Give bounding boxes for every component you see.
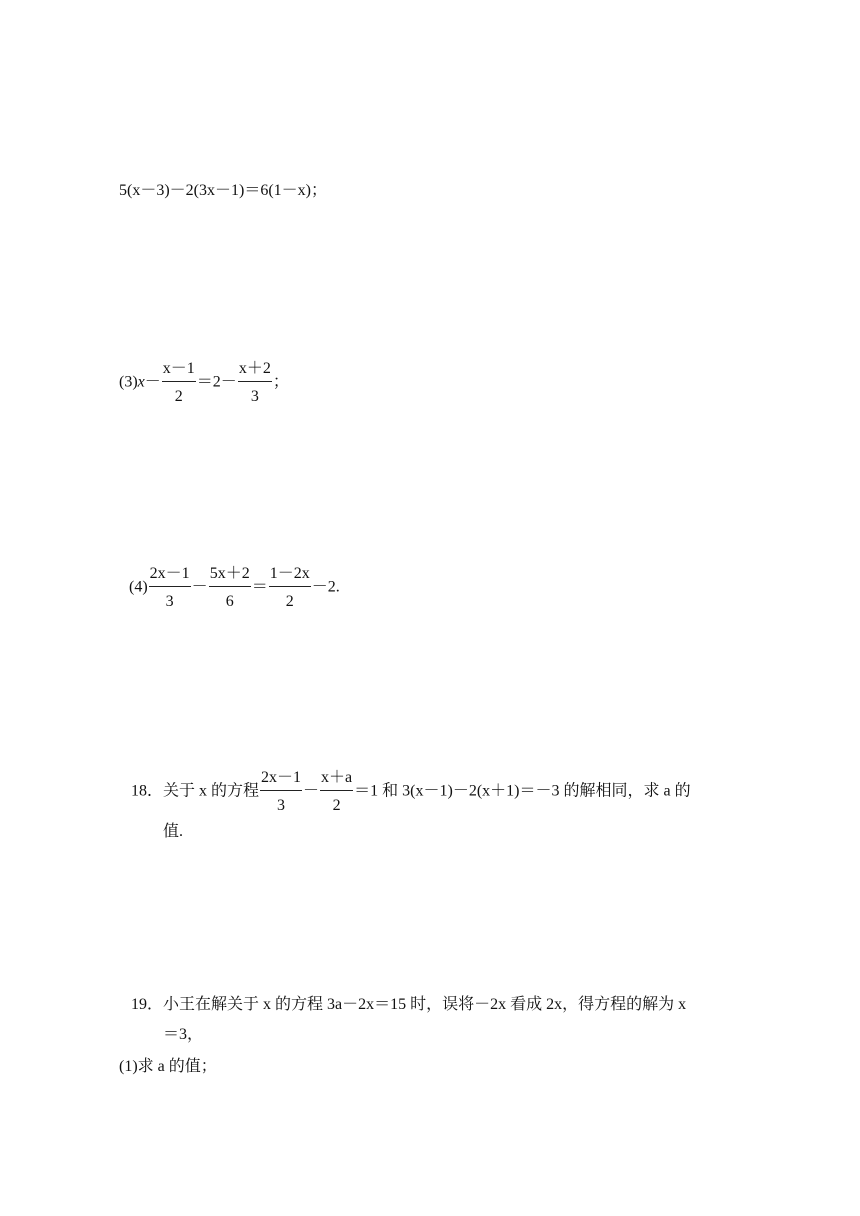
problem-4: [129, 565, 340, 611]
fraction: [260, 769, 302, 815]
problem-18-continuation: [163, 822, 183, 842]
fraction-numerator: x－1: [162, 360, 196, 382]
fraction: [238, 360, 272, 406]
fraction-numerator: 1－2x: [269, 565, 311, 587]
problem-19-line-1: [131, 995, 686, 1015]
fraction-denominator: 3: [277, 797, 286, 814]
problem-3: [119, 360, 289, 406]
fraction-numerator: x＋a: [320, 769, 353, 791]
problem-18: [131, 769, 691, 815]
fraction-denominator: 6: [225, 593, 234, 610]
fraction-numerator: 2x－1: [149, 565, 191, 587]
problem-19-text-cont: ＝3，: [163, 1026, 204, 1043]
fraction: [269, 565, 311, 611]
fraction-denominator: 2: [285, 593, 294, 610]
fraction: [320, 769, 353, 815]
minus-sign: －: [303, 782, 320, 800]
end-part: －2.: [311, 578, 340, 596]
equals-part: ＝2－: [196, 373, 237, 391]
fraction: [162, 360, 196, 406]
equals-sign: ＝: [251, 578, 268, 596]
fraction-numerator: 5x＋2: [209, 565, 251, 587]
problem-2: [119, 181, 327, 201]
end-punct: ；: [272, 373, 289, 391]
problem-18-rest: ＝1 和 3(x－1)－2(x＋1)＝－3 的解相同，求 a 的: [354, 782, 691, 800]
fraction-numerator: 2x－1: [260, 769, 302, 791]
fraction: [149, 565, 191, 611]
problem-19-line-2: [163, 1025, 203, 1045]
fraction-denominator: 2: [174, 388, 183, 405]
problem-18-cont-text: 值.: [163, 823, 184, 840]
problem-19-sub-1-text: (1)求 a 的值；: [119, 1058, 217, 1075]
problem-19-sub-1: [119, 1057, 217, 1077]
problem-2-text: 5(x－3)－2(3x－1)＝6(1－x)；: [119, 182, 327, 199]
problem-3-label: (3): [119, 373, 138, 391]
fraction-denominator: 3: [250, 388, 259, 405]
fraction-denominator: 2: [332, 797, 341, 814]
fraction: [209, 565, 251, 611]
problem-19-text: 19．小王在解关于 x 的方程 3a－2x＝15 时，误将－2x 看成 2x，得方程的解为 x: [131, 996, 687, 1013]
fraction-numerator: x＋2: [238, 360, 272, 382]
minus-sign: －: [144, 373, 161, 391]
fraction-denominator: 3: [165, 593, 174, 610]
minus-sign: －: [191, 578, 208, 596]
problem-18-lead: 18．关于 x 的方程: [131, 782, 260, 800]
problem-4-label: (4): [129, 578, 148, 596]
variable-x: x: [137, 373, 145, 391]
